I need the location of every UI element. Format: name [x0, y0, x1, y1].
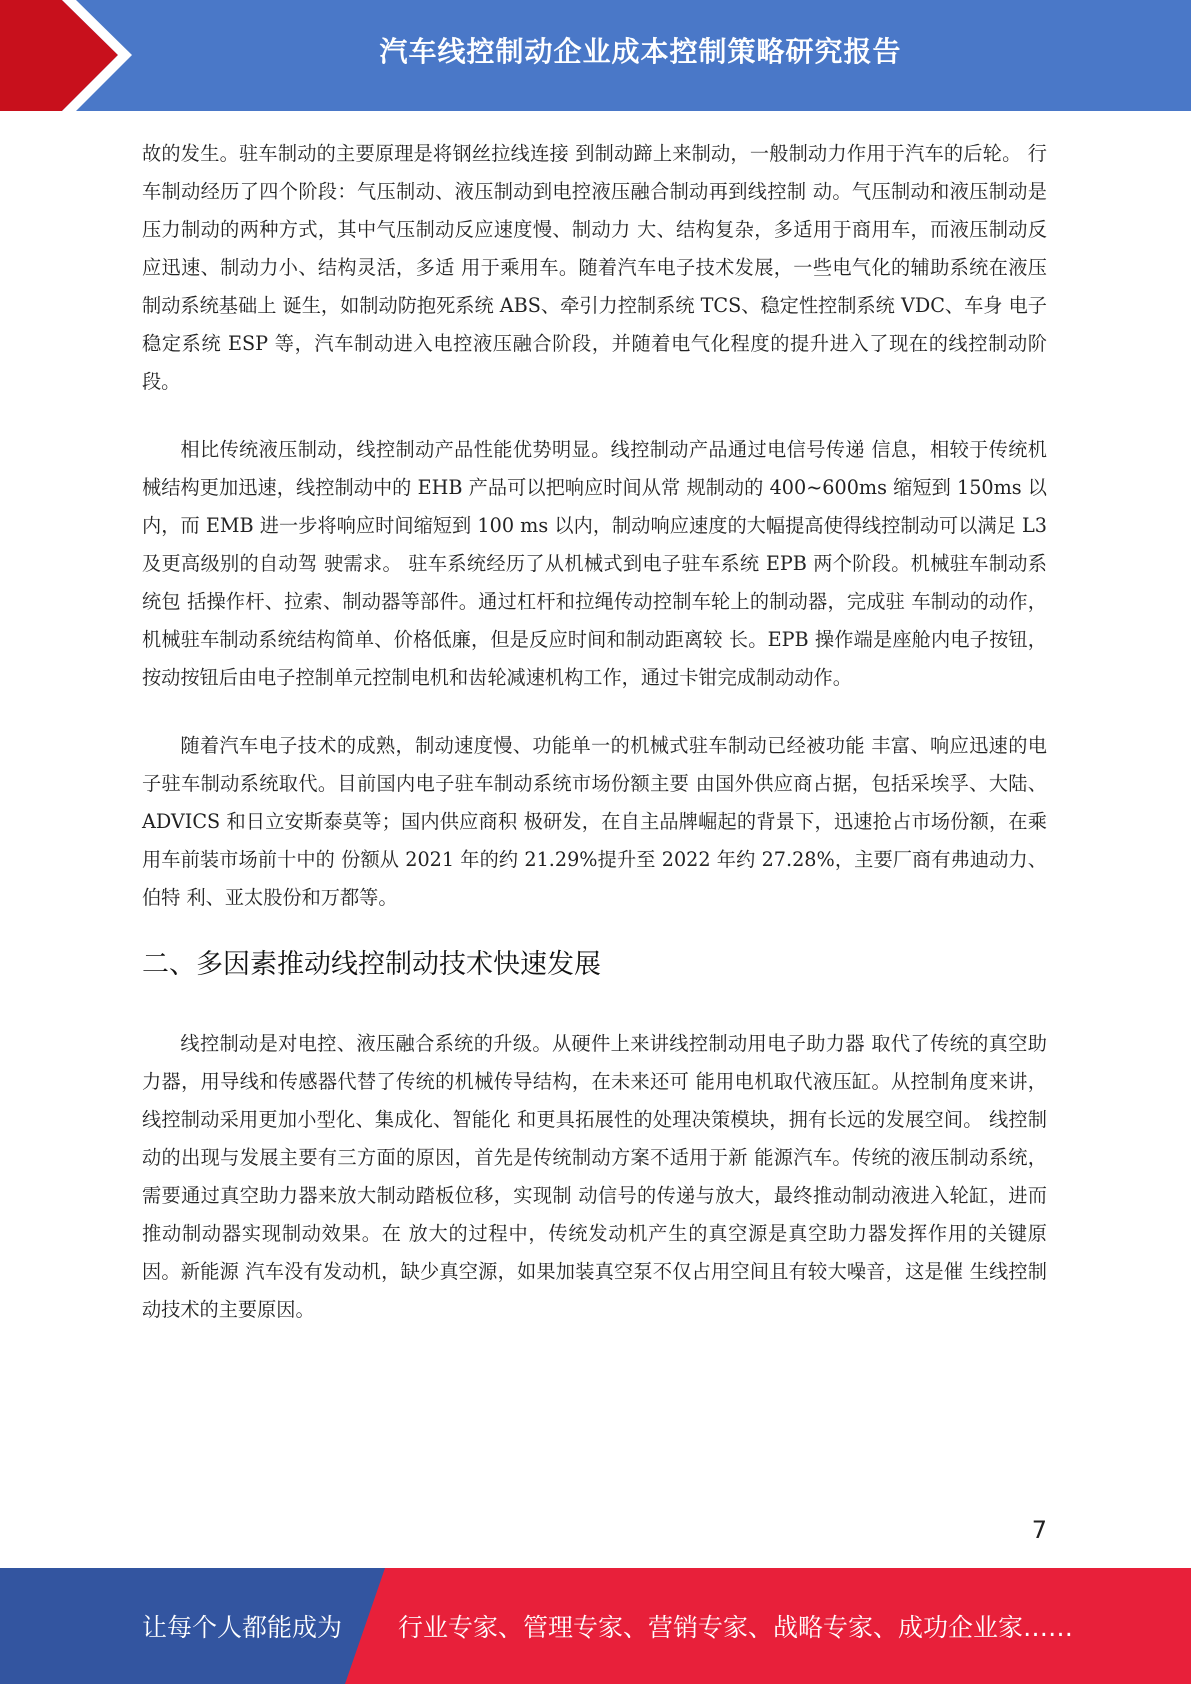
header-arrow-decoration: [0, 0, 160, 111]
body-paragraph: 线控制动是对电控、液压融合系统的升级。从硬件上来讲线控制动用电子助力器 取代了传统的真空助力器，用导线和传感器代替了传统的机械传导结构，在未来还可 能用电机取代液压缸。从控制角度来讲，线控制动采用更加小型化、集成化、智能化 和更具拓展性的处理决策模块，拥有长远的发展空间。 线控制动的出现与发展主要有三方面的原因，首先是传统制动方案不适用于新 能源汽车。传统的液压制动系统，需要通过真空助力器来放大制动踏板位移，实现制 动信号的传递与放大，最终推动制动液进入轮缸，进而推动制动器实现制动效果。在 放大的过程中，传统发动机产生的真空源是真空助力器发挥作用的关键原因。新能源 汽车没有发动机，缺少真空源，如果加装真空泵不仅占用空间且有较大噪音，这是催 生线控制动技术的主要原因。: [142, 1032, 1047, 1321]
page-header: [0, 0, 1191, 111]
footer-slogan-left: 让每个人都能成为: [142, 1613, 343, 1642]
page-footer: [0, 1568, 1191, 1684]
body-paragraph: 故的发生。驻车制动的主要原理是将钢丝拉线连接 到制动蹄上来制动，一般制动力作用于汽车的后轮。 行车制动经历了四个阶段：气压制动、液压制动到电控液压融合制动再到线控制 动。气压制动和液压制动是压力制动的两种方式，其中气压制动反应速度慢、制动力 大、结构复杂，多适用于商用车，而液压制动反应迅速、制动力小、结构灵活，多适 用于乘用车。随着汽车电子技术发展，一些电气化的辅助系统在液压制动系统基础上 诞生，如制动防抱死系统 ABS、牵引力控制系统 TCS、稳定性控制系统 VDC、车身 电子稳定系统 ESP 等，汽车制动进入电控液压融合阶段，并随着电气化程度的提升进入了现在的线控制动阶段。: [142, 142, 1047, 393]
footer-slogan-right: 行业专家、管理专家、营销专家、战略专家、成功企业家……: [398, 1613, 1074, 1642]
body-paragraph: 相比传统液压制动，线控制动产品性能优势明显。线控制动产品通过电信号传递 信息，相较于传统机械结构更加迅速，线控制动中的 EHB 产品可以把响应时间从常 规制动的 400~600ms 缩短到 150ms 以内，而 EMB 进一步将响应时间缩短到 100 ms 以内，制动响应速度的大幅提高使得线控制动可以满足 L3 及更高级别的自动驾 驶需求。 驻车系统经历了从机械式到电子驻车系统 EPB 两个阶段。机械驻车制动系统包 括操作杆、拉索、制动器等部件。通过杠杆和拉绳传动控制车轮上的制动器，完成驻 车制动的动作，机械驻车制动系统结构简单、价格低廉，但是反应时间和制动距离较 长。EPB 操作端是座舱内电子按钮，按动按钮后由电子控制单元控制电机和齿轮减速机构工作，通过卡钳完成制动动作。: [142, 438, 1047, 689]
body-paragraph: 随着汽车电子技术的成熟，制动速度慢、功能单一的机械式驻车制动已经被功能 丰富、响应迅速的电子驻车制动系统取代。目前国内电子驻车制动系统市场份额主要 由国外供应商占据，包括采埃孚、大陆、ADVICS 和日立安斯泰莫等；国内供应商积 极研发，在自主品牌崛起的背景下，迅速抢占市场份额，在乘用车前装市场前十中的 份额从 2021 年的约 21.29%提升至 2022 年约 27.28%，主要厂商有弗迪动力、伯特 利、亚太股份和万都等。: [142, 734, 1047, 909]
document-body: [142, 135, 1047, 1329]
report-title: 汽车线控制动企业成本控制策略研究报告: [379, 35, 902, 68]
page-number: 7: [1031, 1516, 1047, 1544]
section-heading: 二、多因素推动线控制动技术快速发展: [142, 949, 601, 980]
